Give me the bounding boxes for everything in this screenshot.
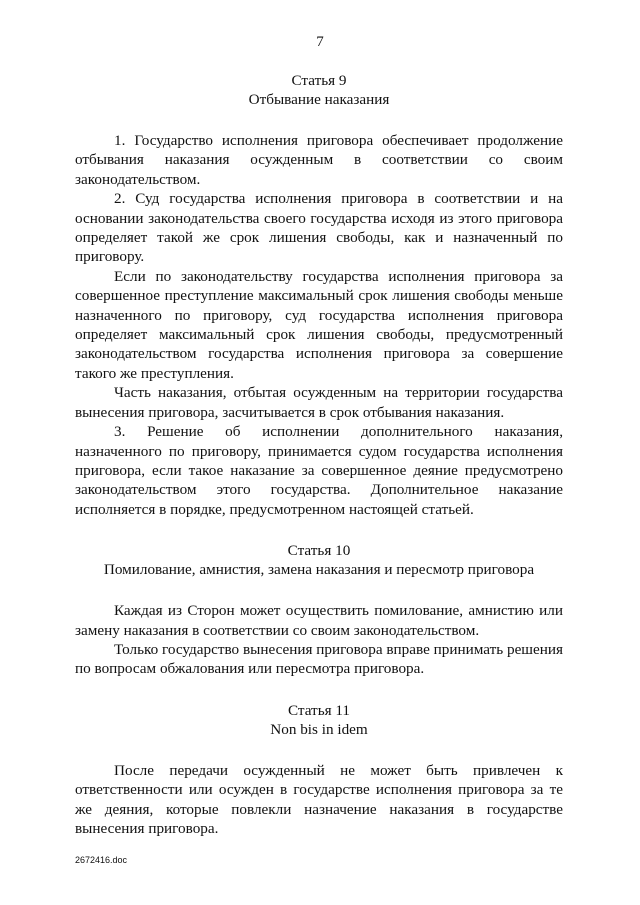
article-title: Non bis in idem <box>270 720 368 738</box>
article-number: Статья 11 <box>287 701 351 719</box>
paragraph: Только государство вынесения приговора вправе принимать решения по вопросам обжалования или пересмотра приговора. <box>75 640 563 678</box>
document-filename: 2672416.doc <box>75 855 128 865</box>
paragraph: Каждая из Сторон может осуществить помилование, амнистию или замену наказания в соответствии со своим законодательством. <box>75 602 563 639</box>
article-11 <box>75 701 563 839</box>
paragraph: Часть наказания, отбытая осужденным на территории государства вынесения приговора, засчитывается в срок отбывания наказания. <box>75 384 563 421</box>
article-number: Статья 9 <box>291 72 347 89</box>
paragraph: Если по законодательству государства исполнения приговора за совершенное преступление максимальный срок лишения свободы меньше назначенного по приговору, суд государства исполнения приговора определяет максимальный срок лишения свободы, предусмотренный законодательством государства исполнения приговора за совершение такого же преступления. <box>75 267 563 382</box>
article-title: Отбывание наказания <box>248 91 390 108</box>
article-10 <box>75 541 563 679</box>
article-title: Помилование, амнистия, замена наказания и пересмотр приговора <box>103 561 535 579</box>
article-number: Статья 10 <box>287 542 351 560</box>
paragraph: 3. Решение об исполнении дополнительного наказания, назначенного по приговору, принимается судом государства исполнения приговора, если такое наказание за совершенное деяние предусмотрено законодательством этого государства. Дополнительное наказание исполняется в порядке, предусмотренном настоящей статьей. <box>75 423 563 518</box>
document-body <box>75 71 563 860</box>
paragraph: 1. Государство исполнения приговора обеспечивает продолжение отбывания наказания осужденным в соответствии со своим законодательством. <box>75 132 563 188</box>
paragraph: 2. Суд государства исполнения приговора в соответствии и на основании законодательства своего государства исходя из этого приговора определяет такой же срок лишения свободы, как и назначенный по приговору. <box>75 190 563 266</box>
paragraph: После передачи осужденный не может быть привлечен к ответственности или осужден в государстве исполнения приговора за те же деяния, которые повлекли назначение наказания в государстве вынесения приговора. <box>75 761 563 837</box>
article-heading <box>75 701 563 739</box>
article-9 <box>75 71 563 519</box>
article-heading <box>75 71 563 109</box>
page-number: 7 <box>316 34 324 50</box>
article-heading <box>75 541 563 579</box>
